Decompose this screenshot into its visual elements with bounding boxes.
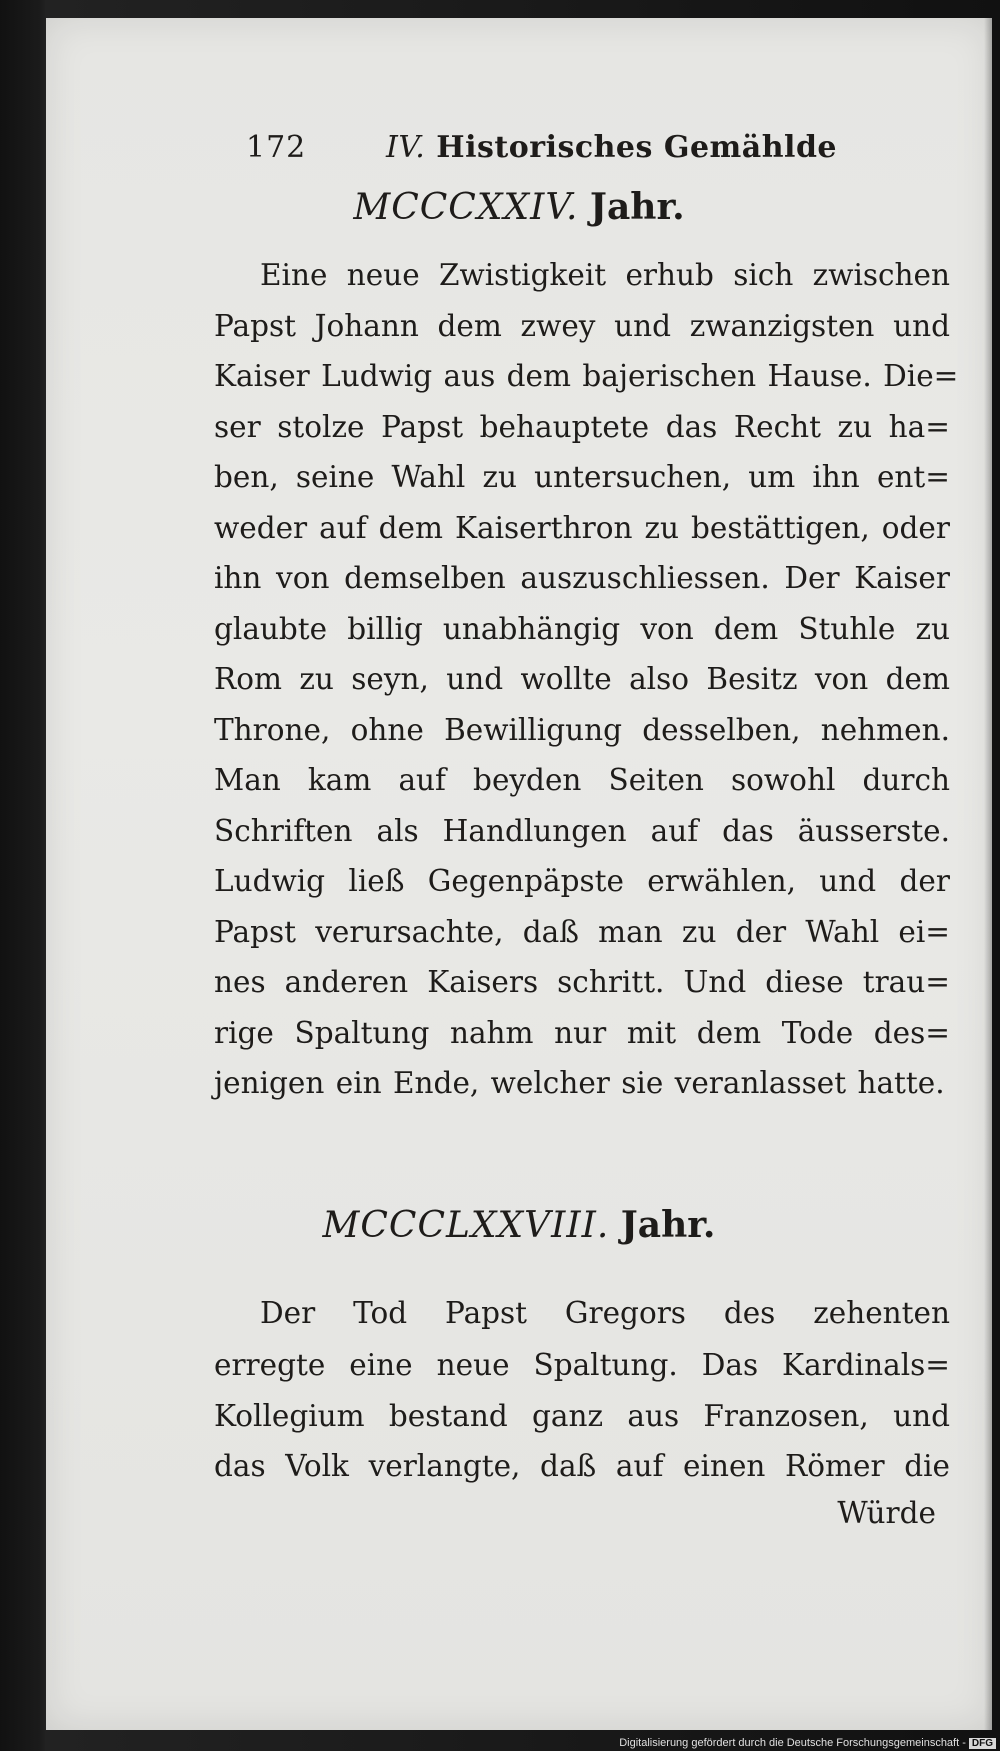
text-line: Eine neue Zwistigkeit erhub sich zwischen: [260, 258, 950, 292]
text-line: erregte eine neue Spaltung. Das Kardinals=: [214, 1348, 950, 1382]
text-line: Schriften als Handlungen auf das äusserste.: [214, 813, 950, 848]
book-page: [46, 18, 992, 1730]
dfg-logo: DFG: [969, 1738, 996, 1749]
running-title-roman: IV.: [386, 130, 426, 165]
page-edge-shadow: [984, 18, 992, 1730]
text-line: rige Spaltung nahm nur mit dem Tode des=: [214, 1015, 950, 1050]
running-title: [386, 130, 837, 165]
year-heading-roman: MCCCXXIV.: [353, 187, 579, 228]
year-heading-word: Jahr.: [589, 186, 685, 228]
text-line: Kaiser Ludwig aus dem bajerischen Hause. Die=: [214, 359, 959, 393]
text-line: Kollegium bestand ganz aus Franzosen, und: [214, 1398, 950, 1433]
text-line: glaubte billig unabhängig von dem Stuhle zu: [214, 611, 950, 646]
year-heading-roman: MCCCLXXVIII.: [322, 1205, 610, 1246]
running-title-text: Historisches Gemählde: [436, 130, 838, 165]
credit-text: Digitalisierung gefördert durch die Deutsche Forschungsgemeinschaft -: [619, 1737, 966, 1749]
year-heading-1: [46, 186, 992, 228]
text-line: Papst verursachte, daß man zu der Wahl ei=: [214, 914, 950, 949]
text-line: Ludwig ließ Gegenpäpste erwählen, und der: [214, 864, 950, 898]
year-heading-2: [46, 1204, 992, 1246]
page-header: [246, 130, 886, 182]
paragraph-1-first-line: [260, 250, 950, 301]
text-line: ben, seine Wahl zu untersuchen, um ihn ent=: [214, 460, 950, 494]
paragraph-2: [214, 1340, 950, 1492]
text-line: Throne, ohne Bewilligung desselben, nehmen.: [214, 712, 950, 747]
paragraph-1: [214, 301, 959, 1109]
text-line: Rom zu seyn, und wollte also Besitz von dem: [214, 662, 950, 696]
text-line: jenigen ein Ende, welcher sie veranlasset hatte.: [214, 1066, 945, 1100]
text-line: nes anderen Kaisers schritt. Und diese trau=: [214, 965, 950, 999]
text-line: Man kam auf beyden Seiten sowohl durch: [214, 763, 950, 797]
paragraph-2-first-line: [260, 1288, 950, 1339]
catchword: Würde: [837, 1496, 936, 1530]
text-line: ihn von demselben auszuschliessen. Der Kaiser: [214, 561, 950, 595]
year-heading-word: Jahr.: [620, 1204, 716, 1246]
text-line: ser stolze Papst behauptete das Recht zu ha=: [214, 409, 950, 444]
page-number: 172: [246, 130, 307, 165]
text-line: weder auf dem Kaiserthron zu bestättigen, oder: [214, 510, 950, 545]
text-line: Der Tod Papst Gregors des zehenten: [260, 1296, 950, 1330]
text-line: Papst Johann dem zwey und zwanzigsten und: [214, 308, 950, 343]
digitization-credit: [619, 1737, 996, 1749]
text-line: das Volk verlangte, daß auf einen Römer die: [214, 1449, 950, 1483]
